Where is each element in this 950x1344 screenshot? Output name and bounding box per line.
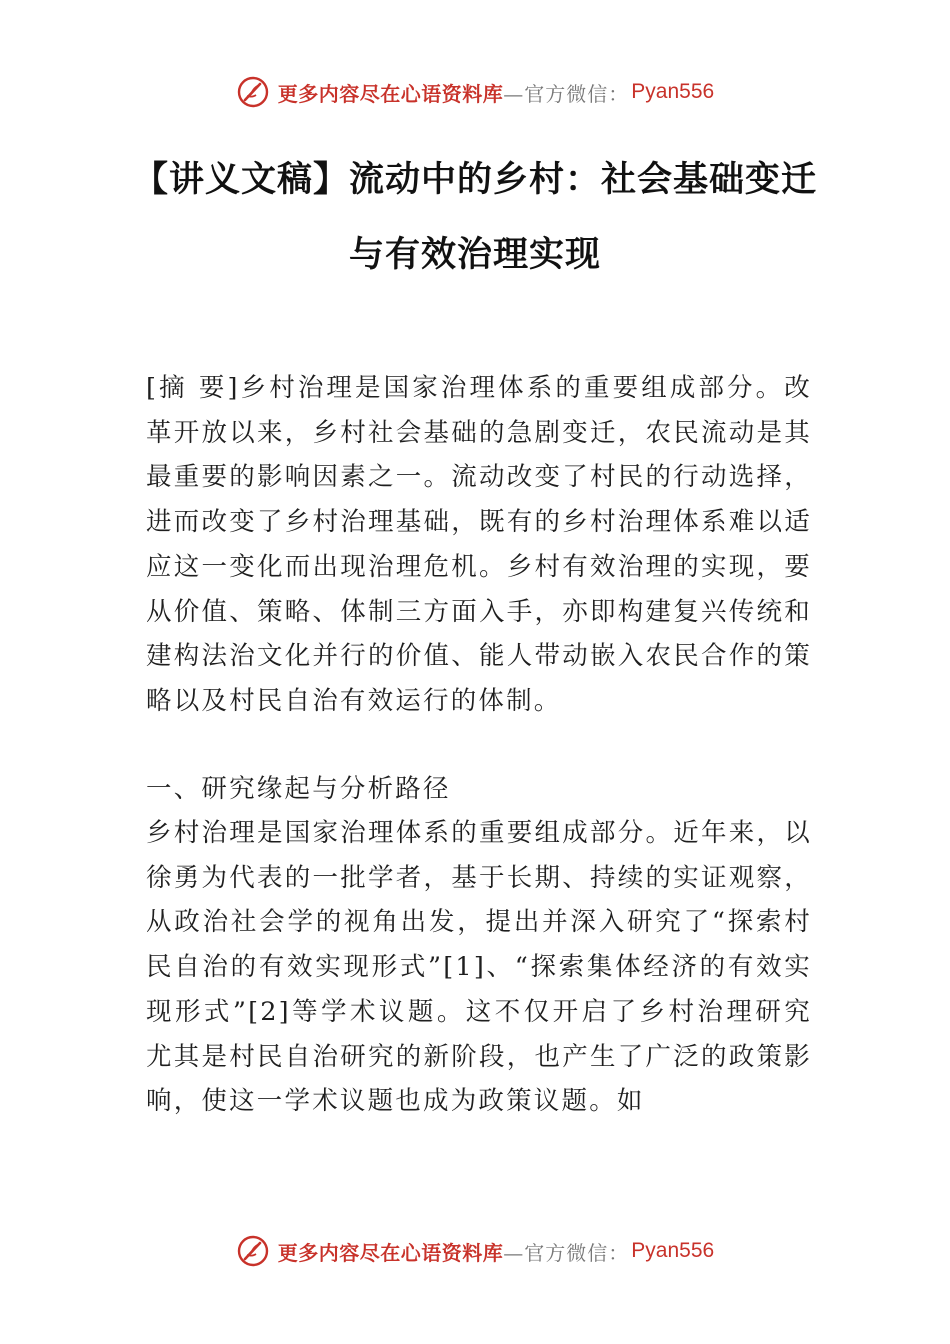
section-heading: 一、研究缘起与分析路径 bbox=[146, 774, 451, 804]
banner-library-text: 更多内容尽在心语资料库 bbox=[277, 1240, 504, 1265]
quill-logo-icon bbox=[236, 1234, 270, 1268]
abstract-paragraph: [摘 要]乡村治理是国家治理体系的重要组成部分。改革开放以来，乡村社会基础的急剧变迁，农民流动是其最重要的影响因素之一。流动改变了村民的行动选择，进而改变了乡村治理基础，既有的乡村治理体系难以适应这一变化而出现治理危机。乡村有效治理的实现，要从价值、策略、体制三方面入手，亦即构建复兴传统和建构法治文化并行的价值、能人带动嵌入农民合作的策略以及村民自治有效运行的体制。 bbox=[146, 373, 812, 716]
banner-library-text: 更多内容尽在心语资料库 bbox=[277, 81, 504, 106]
banner-wechat-id: Pyan556 bbox=[631, 80, 715, 103]
document-title-line1: 【讲义文稿】流动中的乡村：社会基础变迁 bbox=[132, 160, 817, 200]
footer-banner bbox=[0, 1231, 950, 1271]
document-title-line2: 与有效治理实现 bbox=[348, 235, 601, 275]
banner-wechat-id: Pyan556 bbox=[631, 1239, 715, 1262]
header-banner bbox=[0, 72, 950, 112]
quill-logo-icon bbox=[236, 75, 270, 109]
body-paragraph: 乡村治理是国家治理体系的重要组成部分。近年来，以徐勇为代表的一批学者，基于长期、持续的实证观察，从政治社会学的视角出发，提出并深入研究了“探索村民自治的有效实现形式”[1]、“探索集体经济的有效实现形式”[2]等学术议题。这不仅开启了乡村治理研究尤其是村民自治研究的新阶段，也产生了广泛的政策影响，使这一学术议题也成为政策议题。如 bbox=[146, 818, 812, 1117]
banner-wechat-label: —官方微信： bbox=[503, 1240, 630, 1265]
banner-wechat-label: —官方微信： bbox=[503, 81, 630, 106]
